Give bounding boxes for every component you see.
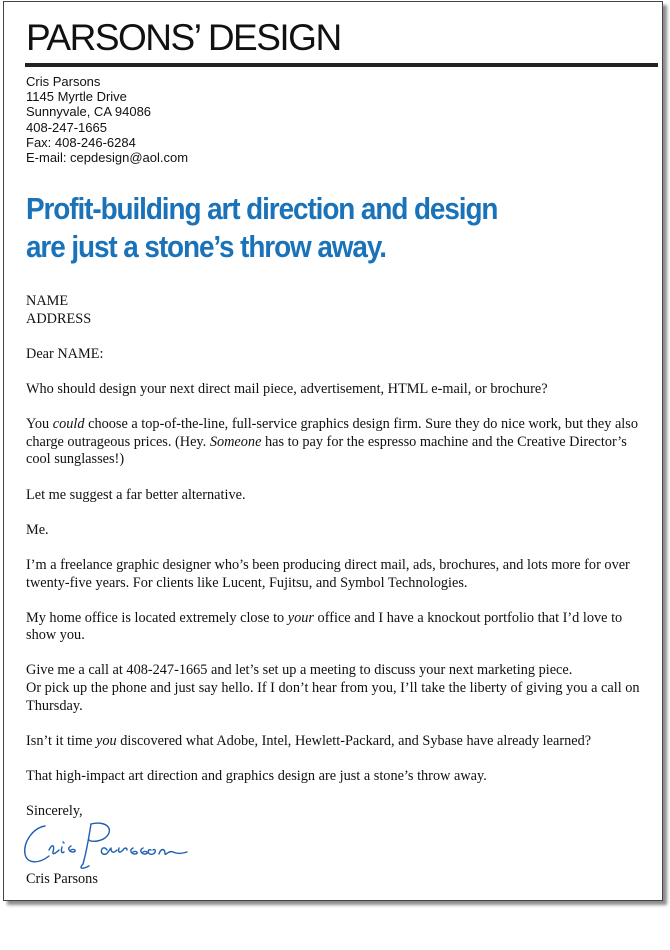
headline [26, 190, 584, 266]
signed-name: Cris Parsons [26, 871, 98, 887]
contact-street: 1145 Myrtle Drive [26, 89, 127, 105]
contact-block [26, 74, 188, 165]
contact-fax: Fax: 408-246-6284 [26, 134, 136, 150]
paragraph-7-line-1: Give me a call at 408-247-1665 and let’s set up a meeting to discuss your next marketing piece. [26, 662, 573, 679]
paragraph-6: My home office is located extremely close to your office and I have a knockout portfolio that I’d love to show you. [26, 609, 623, 644]
headline-line-1: Profit-building art direction and design [26, 191, 498, 226]
letterhead-rule [25, 63, 658, 67]
letter-body [26, 293, 641, 821]
salutation: Dear NAME: [26, 345, 104, 362]
paragraph-7-line-2: Or pick up the phone and just say hello. If I don’t hear from you, I’ll take the liberty of giving you a call on Thursday. [26, 680, 640, 714]
paragraph-2: You could choose a top-of-the-line, full-service graphics design firm. Sure they do nice work, but they also charge outrageous prices. (Hey. Someone has to pay for the espresso machine and the Creative Director’s cool sunglasses!) [26, 416, 638, 468]
paragraph-5: I’m a freelance graphic designer who’s been producing direct mail, ads, brochures, and lots more for over twenty-five years. For clients like Lucent, Fujitsu, and Symbol Technologies. [26, 556, 630, 591]
paragraph-8: Isn’t it time you discovered what Adobe, Intel, Hewlett-Packard, and Sybase have already learned? [26, 732, 592, 749]
paragraph-1: Who should design your next direct mail piece, advertisement, HTML e-mail, or brochure? [26, 380, 548, 397]
letter-page [3, 1, 663, 901]
contact-city: Sunnyvale, CA 94086 [26, 104, 152, 120]
closing: Sincerely, [26, 803, 83, 820]
handwritten-signature [19, 814, 189, 872]
headline-line-2: are just a stone’s throw away. [26, 229, 386, 264]
paragraph-9: That high-impact art direction and graphics design are just a stone’s throw away. [26, 768, 487, 785]
recipient-address: ADDRESS [26, 310, 92, 327]
contact-name: Cris Parsons [26, 74, 101, 89]
contact-phone: 408-247-1665 [26, 119, 107, 135]
paragraph-3: Let me suggest a far better alternative. [26, 486, 246, 503]
paragraph-4: Me. [26, 521, 49, 538]
contact-email: E-mail: cepdesign@aol.com [26, 150, 189, 166]
letterhead-brand: PARSONS’ DESIGN [26, 17, 341, 58]
recipient-name: NAME [26, 293, 69, 309]
